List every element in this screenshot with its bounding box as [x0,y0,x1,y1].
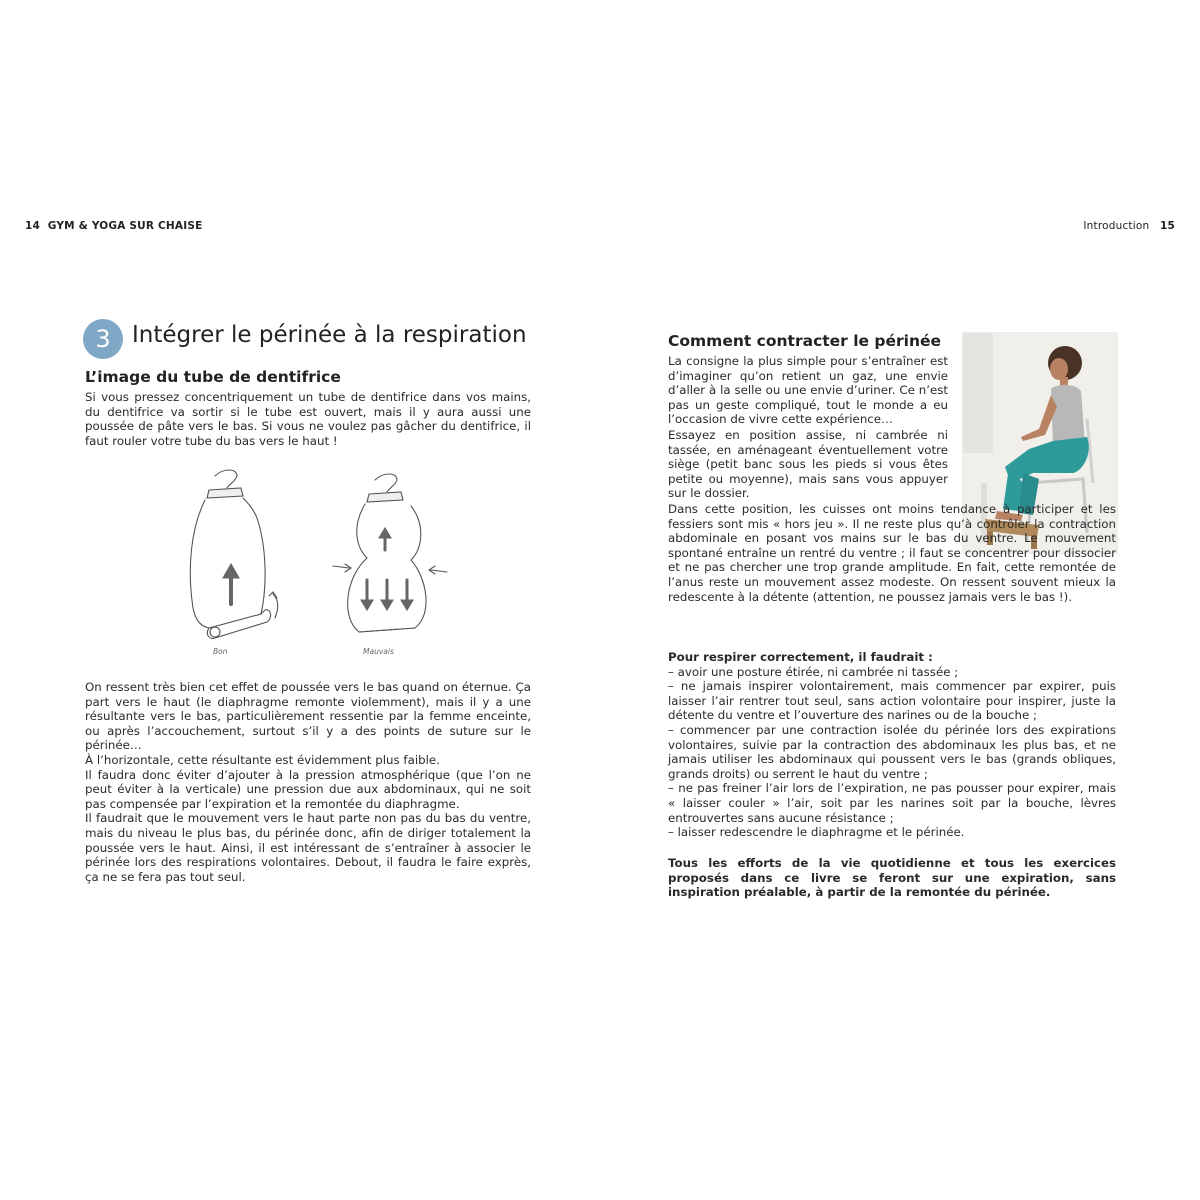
chapter-number-badge: 3 [83,319,123,359]
caption-good: Bon [213,647,228,656]
left-paragraph: À l’horizontale, cette résultante est évidemment plus faible. [85,752,440,767]
left-running-header [25,220,203,232]
breathing-list-item: – laisser redescendre le diaphragme et le périnée. [668,825,965,840]
breathing-list-item: – ne pas freiner l’air lors de l’expiration, ne pas pousser pour expirer, mais « laisser couler » l’air, soit par les narines soit par la bouche, lèvres entrouvertes sans aucune résistance ; [668,781,1116,825]
right-running-header [1083,220,1175,232]
left-paragraph: On ressent très bien cet effet de poussée vers le bas quand on éternue. Ça part vers le haut (le diaphragme remonte violemment), mais il y a une résultante vers le bas, particulièrement ressentie par la femme enceinte, ou après l’accouchement, surtout s’il y a des points de suture sur le périnée… [85,680,531,753]
chapter-title: Intégrer le périnée à la respiration [132,322,527,348]
book-title: GYM & YOGA SUR CHAISE [47,220,203,232]
right-paragraph-3 [668,502,1116,604]
breathing-list-item: – commencer par une contraction isolée du périnée lors des expirations volontaires, suivie par la contraction des abdominaux les plus bas, et ne jamais utiliser les abdominaux qui poussent vers le bas (grands obliques, grands droits) ou serrent le haut du ventre ; [668,722,1116,781]
left-intro-paragraph: Si vous pressez concentriquement un tube de dentifrice dans vos mains, du dentifrice va sortir si le tube est ouvert, mais il y aura aussi une poussée de pâte vers le bas. Si vous ne voulez pas gâcher du dentifrice, il faut rouler votre tube du bas vers le haut ! [85,390,531,448]
bad-tube-drawing [333,474,447,632]
right-paragraph-1: La consigne la plus simple pour s’entraîner est d’imaginer qu’on retient un gaz, une envie d’aller à la selle ou une envie d’uriner. Ce n’est pas un geste compliqué, tout le monde a eu l’occasion de vivre cette expérience… [668,354,948,427]
breathing-list [668,650,1116,840]
right-page-number: 15 [1159,220,1175,232]
section-name: Introduction [1083,220,1150,232]
left-paragraph: Il faudrait que le mouvement vers le haut parte non pas du bas du ventre, mais du niveau le plus bas, du périnée donc, afin de diriger totalement la poussée vers le haut. Ainsi, il est intéressant de s’entraîner à associer le périnée lors des respirations volontaires. Debout, il faudra le faire exprès, ça ne se fera pas tout seul. [85,811,531,884]
toothpaste-illustration [175,468,475,663]
breathing-list-title: Pour respirer correctement, il faudrait : [668,650,933,664]
left-paragraph: Il faudra donc éviter d’ajouter à la pression atmosphérique (que l’on ne peut éviter à la verticale) une pression due aux abdominaux, qui ne soit pas compensée par l’expiration et la remontée du diaphragme. [85,767,531,811]
conclusion-paragraph: Tous les efforts de la vie quotidienne et tous les exercices proposés dans ce livre se feront sur une expiration, sans inspiration préalable, à partir de la remontée du périnée. [668,856,1116,900]
right-paragraph-2: Essayez en position assise, ni cambrée ni tassée, en aménageant éventuellement votre siège (petit banc sous les pieds si vous êtes petite ou moyenne), mais sans vous appuyer sur le dossier. [668,428,948,501]
caption-bad: Mauvais [363,647,394,656]
right-paragraph-3-text: Dans cette position, les cuisses ont moins tendance à participer et les fessiers sont mis « hors jeu ». Il ne reste plus qu’à contrôler la contraction abdominale en posant vos mains sur le bas du ventre. Le mouvement spontané entraîne un rentré du ventre ; il faut se concentrer pour dissocier et ne pas chercher une trop grande amplitude. En fait, cette remontée de l’anus reste un mouvement assez modeste. On ressent souvent mieux la redescente à la détente (attention, ne poussez jamais vers le bas !). [668,502,1116,604]
breathing-list-item: – ne jamais inspirer volontairement, mais commencer par expirer, puis laisser l’air rentrer tout seul, sans action volontaire pour inspirer, juste la détente du ventre et l’ouverture des narines ou de la bouche ; [668,679,1116,723]
left-body [85,680,531,884]
good-tube-drawing [190,470,277,638]
left-page-number: 14 [25,220,41,232]
left-subtitle: L’image du tube de dentifrice [85,368,341,386]
right-subtitle: Comment contracter le périnée [668,332,942,350]
breathing-list-item: – avoir une posture étirée, ni cambrée ni tassée ; [668,664,959,679]
